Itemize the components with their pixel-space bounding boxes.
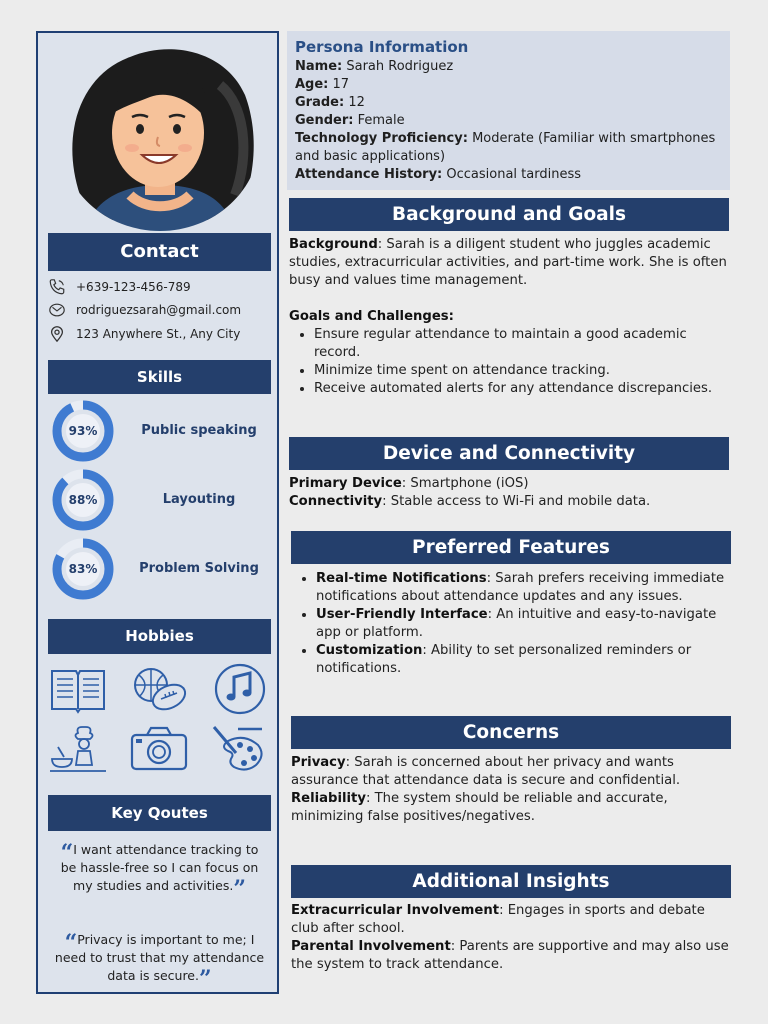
camera-icon (129, 723, 189, 775)
persona-information-panel (287, 31, 730, 190)
cooking-chef-icon (48, 723, 108, 775)
background-goals-header: Background and Goals (289, 198, 729, 231)
persona-tech-row: Technology Proficiency: Moderate (Familiar with smartphones and basic applications) (295, 131, 716, 164)
concerns-body (291, 754, 733, 826)
persona-attendance-row: Attendance History: Occasional tardiness (295, 167, 581, 182)
skill-name: Problem Solving (139, 561, 259, 576)
background-paragraph: Background: Sarah is a diligent student who juggles academic studies, extracurricular activities, and part-time work. She is often busy and values time management. (289, 237, 727, 288)
quote-text: I want attendance tracking to be hassle-free so I can focus on my studies and activities. (60, 842, 259, 893)
preferred-features-body (291, 570, 733, 678)
hobbies-header: Hobbies (48, 619, 271, 654)
persona-grade-row: Grade: 12 (295, 95, 365, 110)
list-item: • User-Friendly Interface: An intuitive and easy-to-navigate app or platform. (316, 606, 733, 642)
list-item: • Real-time Notifications: Sarah prefers receiving immediate notifications about attendance updates and any issues. (316, 570, 733, 606)
painting-palette-icon (210, 723, 270, 775)
goals-label: Goals and Challenges: (289, 309, 454, 324)
reliability-row: Reliability: The system should be reliable and accurate, minimizing false positives/negatives. (291, 791, 668, 824)
additional-insights-body (291, 902, 733, 974)
skill-percent: 93% (68, 424, 98, 438)
list-item: • Customization: Ability to set personalized reminders or notifications. (316, 642, 733, 678)
primary-device-row: Primary Device: Smartphone (iOS) (289, 476, 529, 491)
contact-header: Contact (48, 233, 271, 271)
persona-name-row: Name: Sarah Rodriguez (295, 59, 454, 74)
phone-text: +639-123-456-789 (76, 280, 191, 294)
close-quote-icon: ” (233, 876, 246, 902)
quote-text: Privacy is important to me; I need to trust that my attendance data is secure. (54, 932, 265, 983)
skill-item (48, 538, 271, 600)
key-quotes-header: Key Qoutes (48, 795, 271, 831)
background-goals-body (289, 236, 731, 398)
persona-age-row: Age: 17 (295, 77, 350, 92)
open-quote-icon: “ (64, 930, 78, 956)
device-connectivity-header: Device and Connectivity (289, 437, 729, 470)
email-icon (48, 301, 66, 319)
email-text: rodriguezsarah@gmail.com (76, 303, 242, 317)
contact-phone (48, 278, 191, 296)
privacy-row: Privacy: Sarah is concerned about her privacy and wants assurance that attendance data is secure and confidential. (291, 755, 681, 788)
location-pin-icon (48, 325, 66, 343)
phone-icon (48, 278, 66, 296)
preferred-features-header: Preferred Features (291, 531, 731, 564)
contact-address (48, 325, 240, 343)
contact-email (48, 301, 241, 319)
goals-list (289, 326, 731, 398)
skill-name: Layouting (162, 492, 236, 507)
skill-item (48, 469, 271, 531)
skill-percent: 88% (68, 493, 98, 507)
profile-sidebar (36, 31, 279, 994)
list-item: • Minimize time spent on attendance tracking. (314, 362, 731, 380)
skill-percent: 83% (68, 562, 98, 576)
quote-1 (52, 840, 267, 902)
address-text: 123 Anywhere St., Any City (76, 327, 241, 341)
additional-insights-header: Additional Insights (291, 865, 731, 898)
skill-name: Public speaking (141, 423, 257, 438)
quote-2 (52, 930, 267, 992)
book-icon (48, 663, 108, 715)
list-item: • Receive automated alerts for any attendance discrepancies. (314, 380, 731, 398)
features-list (291, 570, 733, 678)
extracurricular-row: Extracurricular Involvement: Engages in sports and debate club after school. (291, 903, 705, 936)
skill-item (48, 400, 271, 462)
device-connectivity-body (289, 475, 731, 511)
sports-balls-icon (129, 663, 189, 715)
skills-header: Skills (48, 360, 271, 394)
parental-row: Parental Involvement: Parents are supportive and may also use the system to track attendance. (291, 939, 729, 972)
close-quote-icon: ” (198, 966, 212, 992)
persona-title: Persona Information (295, 38, 469, 56)
avatar (60, 45, 260, 231)
open-quote-icon: “ (60, 840, 74, 866)
list-item: • Ensure regular attendance to maintain a good academic record. (314, 326, 731, 362)
concerns-header: Concerns (291, 716, 731, 749)
connectivity-row: Connectivity: Stable access to Wi-Fi and mobile data. (289, 494, 651, 509)
persona-gender-row: Gender: Female (295, 113, 405, 128)
music-note-icon (210, 663, 270, 715)
